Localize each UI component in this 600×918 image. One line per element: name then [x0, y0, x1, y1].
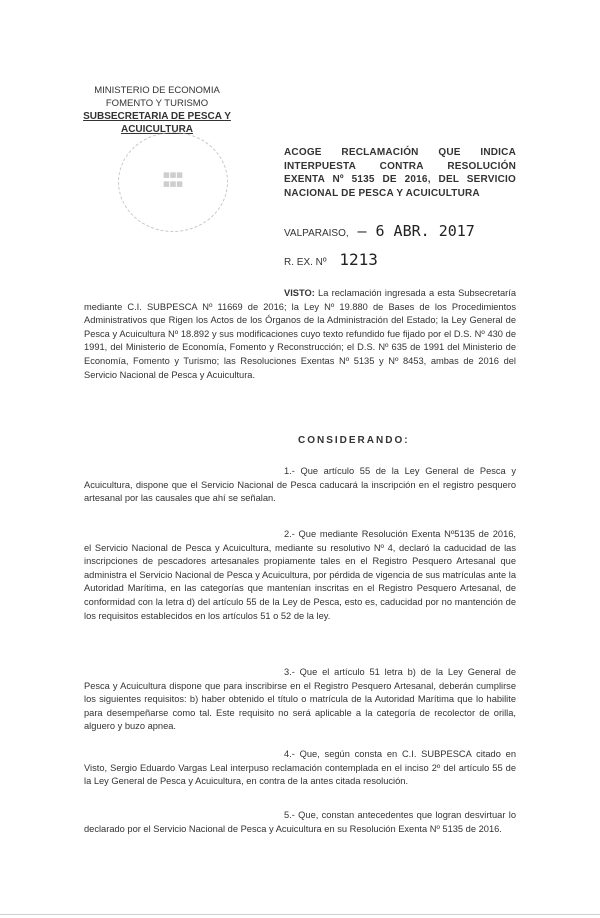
considerando-3-text: 3.- Que el artículo 51 letra b) de la Ley General de Pesca y Acuicultura dispone que para inscribirse en el Registro Pesquero Artesanal, deberán cumplirse los siguientes requisitos: b) haber obtenido el título o matrícula de la Autoridad Marítima que lo habilite para desempeñarse como tal. Este requisito no será aplicable a la categoría de recolector de orilla, alguero y buzo apnea. [84, 667, 516, 732]
considerando-heading: CONSIDERANDO: [298, 435, 410, 446]
place-date [284, 222, 475, 240]
considerando-2 [84, 528, 516, 623]
ministry-header [52, 84, 262, 136]
considerando-1-text: 1.- Que artículo 55 de la Ley General de Pesca y Acuicultura, dispone que el Servicio Nacional de Pesca caducará la inscripción en el registro pesquero artesanal por las causales que ahí se señalan. [84, 466, 516, 504]
considerando-5 [84, 809, 516, 836]
ministry-line-2: FOMENTO Y TURISMO [105, 98, 209, 109]
visto-paragraph [84, 287, 516, 382]
page-edge-line [0, 914, 600, 915]
considerando-4-text: 4.- Que, según consta en C.I. SUBPESCA citado en Visto, Sergio Eduardo Vargas Leal interpuso reclamación contemplada en el inciso 2º del artículo 55 de la Ley General de Pesca y Acuicultura, en contra de la antes citada resolución. [84, 749, 516, 787]
considerando-4 [84, 748, 516, 789]
considerando-3 [84, 666, 516, 734]
visto-text: La reclamación ingresada a esta Subsecretaría mediante C.I. SUBPESCA Nº 11669 de 2016; la Ley Nº 19.880 de Bases de los Procedimientos Administrativos que Rigen los Actos de los Órganos de la Administración del Estado; la Ley General de Pesca y Acuicultura Nº 18.892 y sus modificaciones cuyo texto refundido fue fijado por el D.S. Nº 430 de 1991, del Ministerio de Economía, Fomento y Reconstrucción; el D.S. Nº 635 de 1991 del Ministerio de Economía, Fomento y Turismo; las Resoluciones Exentas Nº 5135 y Nº 8453, ambas de 2016 del Servicio Nacional de Pesca y Acuicultura. [84, 288, 516, 380]
document-title: ACOGE RECLAMACIÓN QUE INDICA INTERPUESTA CONTRA RESOLUCIÓN EXENTA Nº 5135 DE 2016, DEL SERVICIO NACIONAL DE PESCA Y ACUICULTURA [284, 147, 516, 199]
place-label: VALPARAISO, [284, 228, 349, 239]
resolution-number [284, 250, 378, 269]
considerando-5-text: 5.- Que, constan antecedentes que logran desvirtuar lo declarado por el Servicio Nacional de Pesca y Acuicultura en su Resolución Exenta Nº 5135 de 2016. [84, 810, 516, 834]
reception-stamp [118, 132, 228, 232]
rex-label: R. EX. Nº [284, 257, 327, 268]
rex-number: 1213 [339, 250, 378, 269]
stamp-mark: ▦▦▦ ▦▦▦ [163, 172, 183, 188]
considerando-1 [84, 465, 516, 506]
visto-label: VISTO: [284, 288, 315, 298]
date-stamp: – 6 ABR. 2017 [357, 222, 475, 240]
considerando-2-text: 2.- Que mediante Resolución Exenta Nº5135 de 2016, el Servicio Nacional de Pesca y Acuicultura, mediante su resolutivo Nº 4, declaró la caducidad de las inscripciones de pescadores artesanales propiamente tales en el Registro Pesquero Artesanal que administra el Servicio Nacional de Pesca y Acuicultura, por pérdida de vigencia de sus matrículas ante la Autoridad Marítima, en las categorías que mantenían inscritas en el Registro Pesquero Artesanal, de conformidad con la letra d) del artículo 55 de la Ley de Pesca, esto es, caducidad por no mantención de los requisitos establecidos en los artículos 51 o 52 de la ley. [84, 529, 516, 621]
ministry-line-3: SUBSECRETARIA DE PESCA Y ACUICULTURA [83, 111, 231, 135]
ministry-line-1: MINISTERIO DE ECONOMIA [94, 85, 220, 96]
